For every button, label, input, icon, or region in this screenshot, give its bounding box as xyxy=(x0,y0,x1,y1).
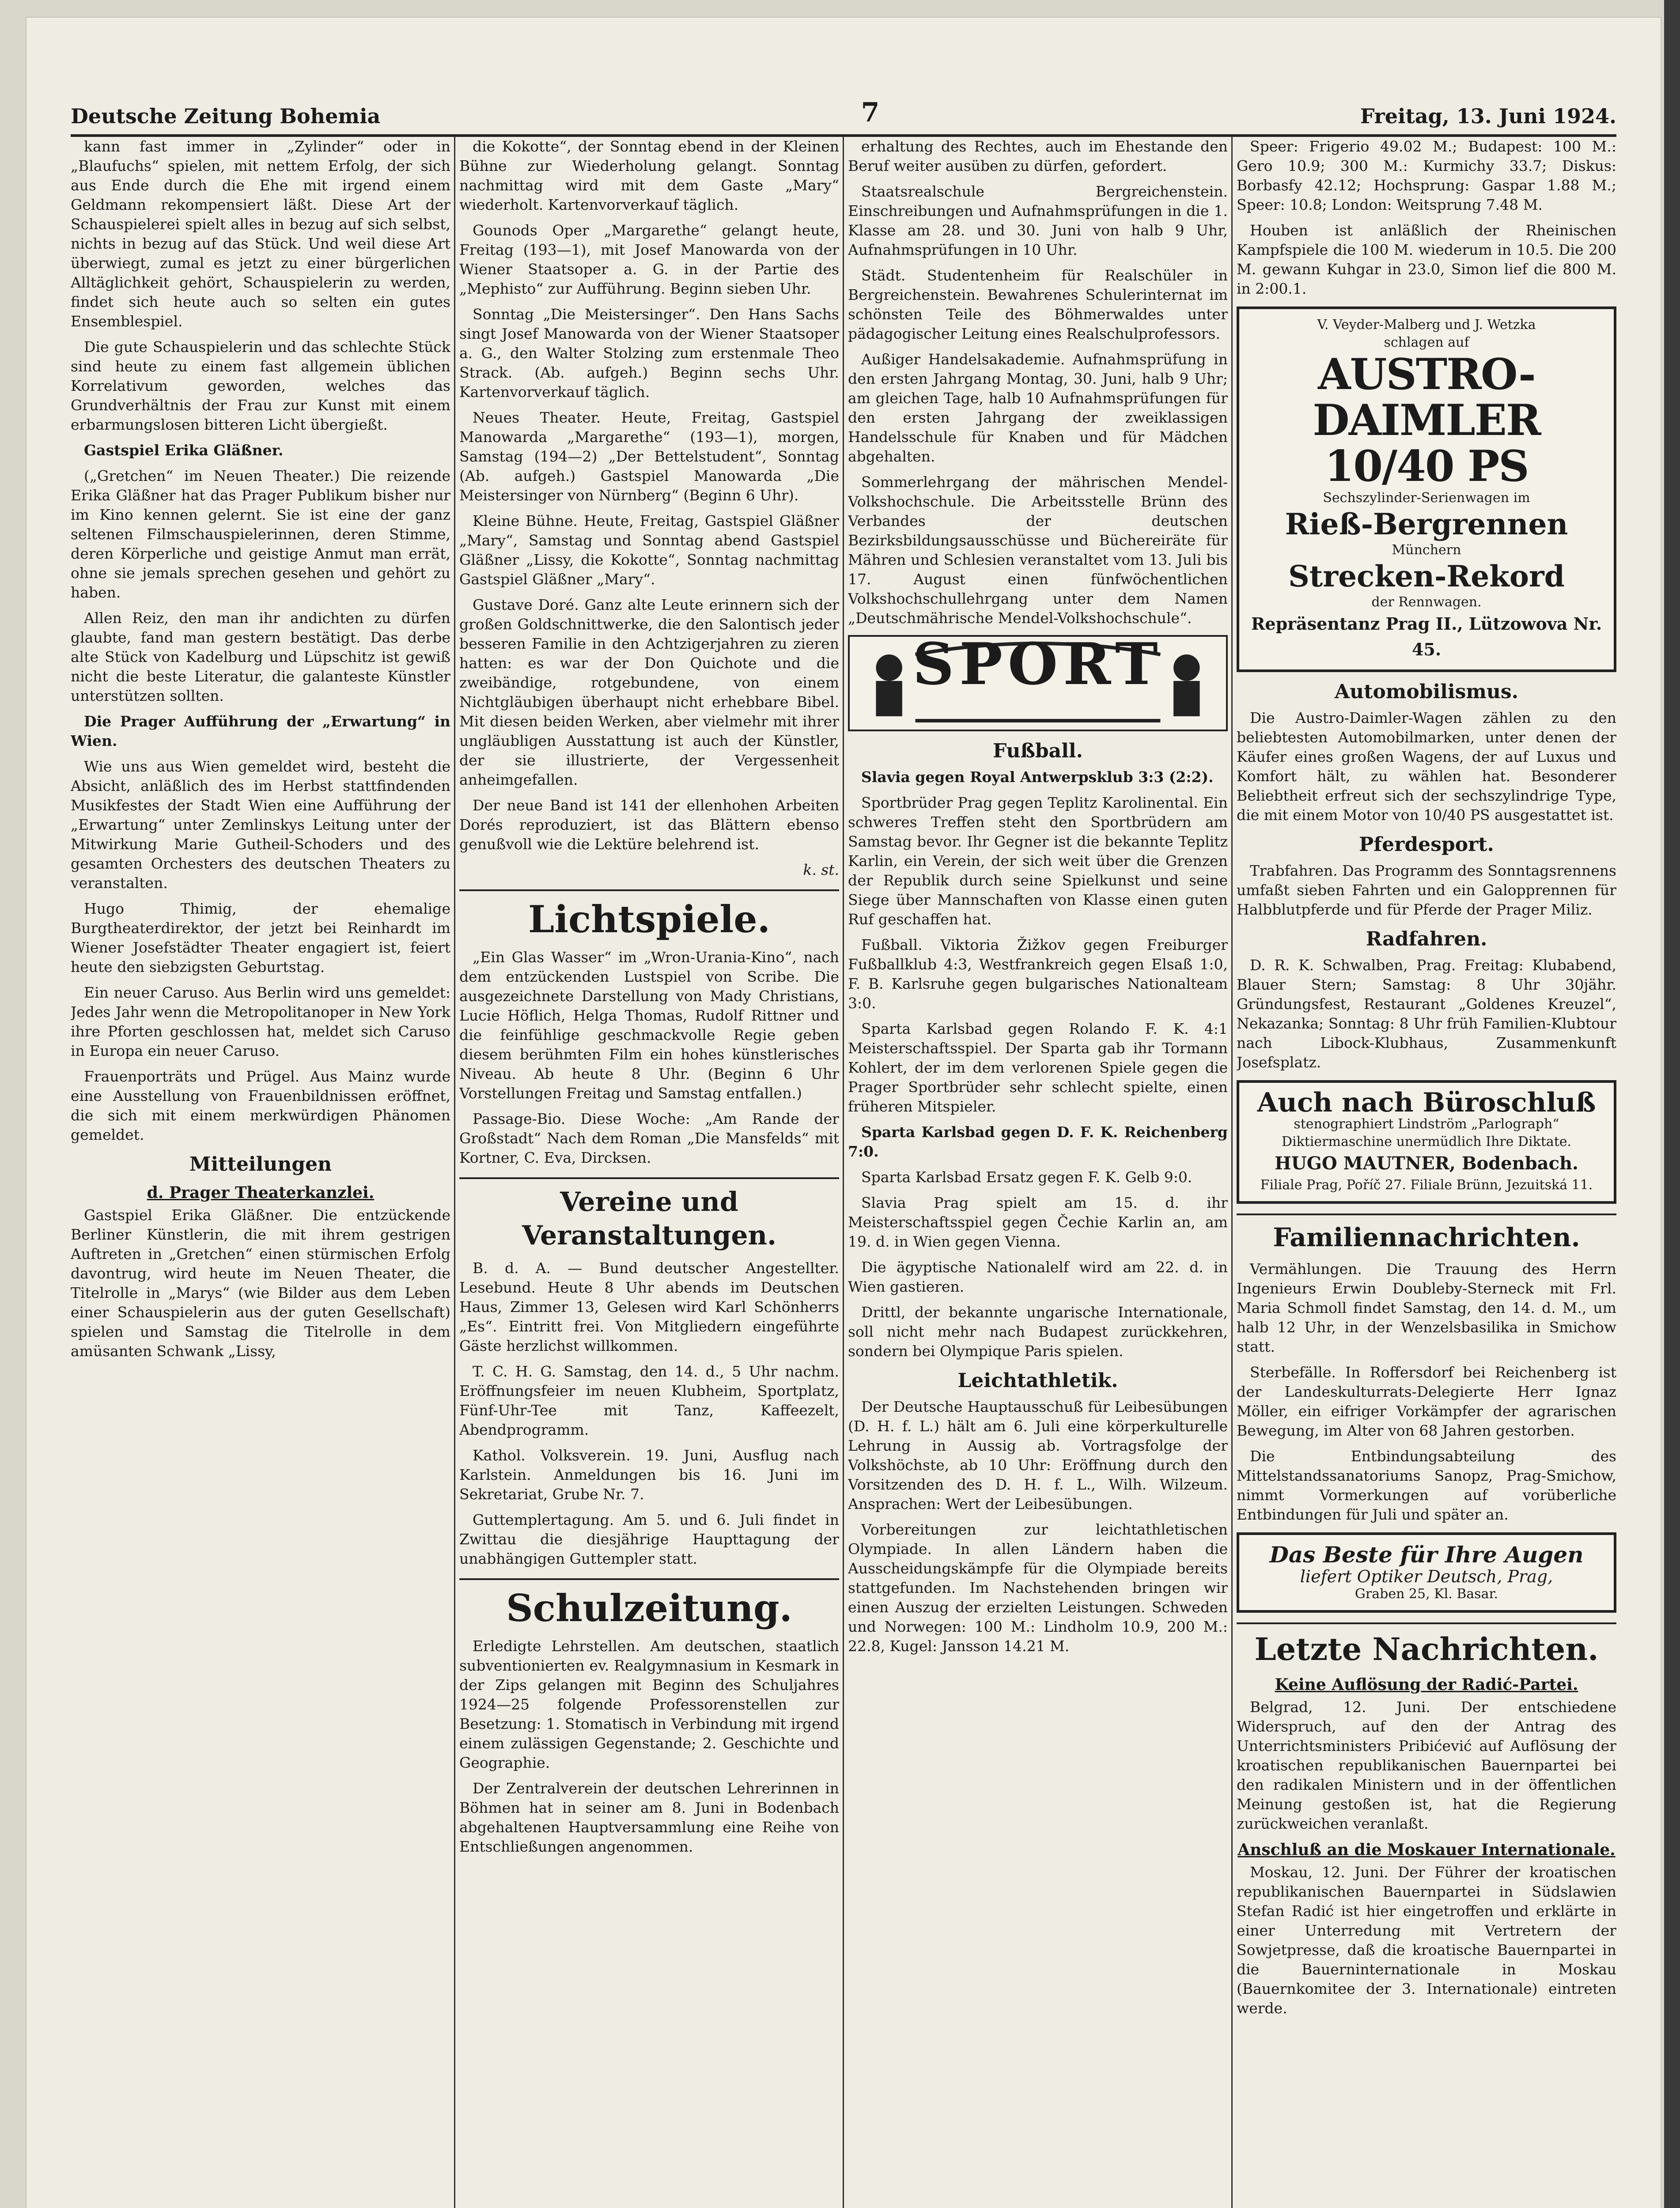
section-heading: Vereine und Veranstaltungen. xyxy=(459,1177,839,1252)
ad-line: stenographiert Lindström „Parlograph“ xyxy=(1294,1116,1559,1132)
ad-line: schlagen auf xyxy=(1384,335,1469,350)
article-paragraph: Sparta Karlsbad gegen Rolando F. K. 4:1 Meisterschaftsspiel. Der Sparta gab ihr Tormann Kohlert, der im dem verlorenen Spiele gegen die Prager Sportbrüder sehr schlecht spielte, einen früheren Mitspieler. xyxy=(848,1020,1228,1115)
article-paragraph: Gustave Doré. Ganz alte Leute erinnern sich der großen Goldschnittwerke, die den Salontisch jeder besseren Familie in den Achtzigerjahren zu zieren hatten: es war der Don Quichote und die zweibändige, rotgebundene, von einem Nichtgläubigen überhaupt nicht erhebbare Bibel. Mit diesen beiden Werken, aber vielmehr mit ihrer ungläubligen Ausstattung ist auch der Künstler, der sie illustrierte, der Vergessenheit anheimgefallen. xyxy=(459,596,839,788)
article-paragraph: Guttemplertagung. Am 5. und 6. Juli findet in Zwittau die diesjährige Haupttagung der unabhängigen Guttempler statt. xyxy=(459,1511,839,1567)
article-paragraph: die Kokotte“, der Sonntag ebend in der Kleinen Bühne zur Wiederholung gelangt. Sonntag nachmittag wird mit dem Gaste „Mary“ wiederholt. Kartenvorverkauf täglich. xyxy=(459,138,839,213)
article-paragraph: Ein neuer Caruso. Aus Berlin wird uns gemeldet: Jedes Jahr wenn die Metropolitanoper in New York ihre Pforten geschlossen hat, meldet sich Caruso in Europa ein neuer Caruso. xyxy=(71,984,450,1059)
article-paragraph: Houben ist anläßlich der Rheinischen Kampfspiele die 100 M. wiederum in 10.5. Die 200 M. gewann Kuhgar in 23.0, Simon lief die 800 M. in 2:00.1. xyxy=(1237,222,1616,297)
section-heading: Fußball. xyxy=(993,740,1083,762)
article-paragraph: Sonntag „Die Meistersinger“. Den Hans Sachs singt Josef Manowarda von der Wiener Staatsoper a. G., den Walter Stolzing zum erstenmale Theo Strack. (Ab. aufgeh.) Beginn sechs Uhr. Kartenvorverkauf täglich. xyxy=(459,306,839,401)
section-heading: Pferdesport. xyxy=(1359,833,1494,856)
column-rule xyxy=(843,137,844,2208)
ad-line: Filiale Prag, Poříč 27. Filiale Brünn, Jezuitská 11. xyxy=(1260,1177,1593,1193)
article-paragraph: Staatsrealschule Bergreichenstein. Einschreibungen und Aufnahmsprüfungen in die 1. Klasse am 28. und 30. Juni von halb 9 Uhr, Aufnahmsprüfungen in 10 Uhr. xyxy=(848,183,1228,258)
article-paragraph: kann fast immer in „Zylinder“ oder in „Blaufuchs“ spielen, mit nettem Erfolg, der sich aus Ende durch die Ehe mit irgend einem Geldmann rekompensiert läßt. Diese Art der Schauspielerei spielt alles in bezug auf sich selbst, nichts in bezug auf das Stück. Und weil diese Art überwiegt, zumal es jetzt zu einer bürgerlichen Alltäglichkeit gehört, Schauspielerin zu werden, findet sich heute auch so selten ein gutes Ensemblespiel. xyxy=(71,138,450,330)
article-paragraph: Gounods Oper „Margarethe“ gelangt heute, Freitag (193—1), mit Josef Manowarda von der Wiener Staatsoper a. G. in der Partie des „Mephisto“ zur Aufführung. Beginn sieben Uhr. xyxy=(459,222,839,297)
article-paragraph: Vermählungen. Die Trauung des Herrn Ingenieurs Erwin Doubleby-Sterneck mit Frl. Maria Schmoll findet Samstag, den 14. d. M., um halb 12 Uhr, in der Wenzelsbasilika in Smichow statt. xyxy=(1237,1260,1616,1355)
article-paragraph: Erledigte Lehrstellen. Am deutschen, staatlich subventionierten ev. Realgymnasium in Kesmark in der Zips gelangen mit Beginn des Schuljahres 1924—25 folgende Professorenstellen zur Besetzung: 1. Stomatisch in Verbindung mit irgend einem zulässigen Gegenstande; 2. Geschichte und Geographie. xyxy=(459,1637,839,1771)
parlograph-advertisement xyxy=(1237,1080,1616,1204)
section-heading: Mitteilungen xyxy=(189,1153,332,1176)
section-heading: Automobilismus. xyxy=(1334,681,1519,703)
section-heading: Radfahren. xyxy=(1366,928,1487,950)
article-paragraph: T. C. H. G. Samstag, den 14. d., 5 Uhr nachm. Eröffnungsfeier im neuen Klubheim, Sportplatz, Fünf-Uhr-Tee mit Tanz, Kaffeezelt, Abendprogramm. xyxy=(459,1363,839,1438)
ad-line: Graben 25, Kl. Basar. xyxy=(1355,1586,1498,1602)
article-paragraph: Gastspiel Erika Gläßner. Die entzückende Berliner Künstlerin, die mit ihrem gestrigen Auftreten in „Gretchen“ einen stürmischen Erfolg davontrug, wird heute im Neuen Theater, die Titelrolle in „Marys“ (wie Bilder aus dem Leben einer Schauspielerin aus der guten Gesellschaft) spielen und Samstag die Titelrolle in dem amüsanten Schwank „Lissy, xyxy=(71,1206,450,1360)
article-paragraph: Sterbefälle. In Roffersdorf bei Reichenberg ist der Landeskulturrats-Delegierte Herr Ignaz Möller, ein eifriger Vorkämpfer der agrarischen Bewegung, im Alter von 68 Jahren gestorben. xyxy=(1237,1364,1616,1439)
article-paragraph: Drittl, der bekannte ungarische Internationale, soll nicht mehr nach Budapest zurückkehren, sondern bei Olympique Paris spielen. xyxy=(848,1304,1228,1360)
article-paragraph: Hugo Thimig, der ehemalige Burgtheaterdirektor, der jetzt bei Reinhardt im Wiener Josefstädter Theater engagiert ist, feiert heute den siebzigsten Geburtstag. xyxy=(71,900,450,975)
ad-line: Diktiermaschine unermüdlich Ihre Diktate. xyxy=(1281,1134,1572,1149)
article-paragraph: Die gute Schauspielerin und das schlechte Stück sind heute zu einem fast allgemein üblichen Korrelativum geworden, welches das Grundverhältnis der Frau zur Kunst mit einem erbarmungslosen bitteren Licht übergießt. xyxy=(71,338,450,433)
article-paragraph: Speer: Frigerio 49.02 M.; Budapest: 100 M.: Gero 10.9; 300 M.: Kurmichy 33.7; Diskus: Borbasfy 42.12; Hochsprung: Gaspar 1.88 M.; Speer: 10.8; London: Weitsprung 7.48 M. xyxy=(1237,138,1616,213)
column-rule xyxy=(1231,137,1233,2208)
section-heading: Leichtathletik. xyxy=(957,1369,1118,1392)
ad-company: HUGO MAUTNER, Bodenbach. xyxy=(1275,1153,1578,1174)
issue-date: Freitag, 13. Juni 1924. xyxy=(1360,104,1616,128)
ad-line: Sechszylinder-Serienwagen im xyxy=(1323,490,1530,506)
article-paragraph: Die ägyptische Nationalelf wird am 22. d. in Wien gastieren. xyxy=(848,1259,1228,1295)
article-paragraph: „Ein Glas Wasser“ im „Wron-Urania-Kino“, nach dem entzückenden Lustspiel von Scribe. Die ausgezeichnete Darstellung von Mady Christians, Lucie Höflich, Helga Thomas, Rudolf Rittner und die feinfühlige geschmackvolle Regie geben diesem berühmten Film ein hohes künstlerisches Niveau. Ab heute 8 Uhr. (Beginn 6 Uhr Vorstellungen Freitag und Samstag entfallen.) xyxy=(459,949,839,1102)
article-paragraph: Slavia Prag spielt am 15. d. ihr Meisterschaftsspiel gegen Čechie Karlin an, am 19. d. in Wien gegen Vienna. xyxy=(848,1194,1228,1250)
article-paragraph: Städt. Studentenheim für Realschüler in Bergreichenstein. Bewahrenes Schulerinternat im schönsten Teile des Böhmerwaldes unter pädagogischer Leitung eines Realschulprofessors. xyxy=(848,267,1228,342)
article-paragraph: B. d. A. — Bund deutscher Angestellter. Lesebund. Heute 8 Uhr abends im Deutschen Haus, Zimmer 13, Gelesen wird Karl Schönherrs „Es“. Eintritt frei. Von Mitgliedern eingeführte Gäste herzlichst willkommen. xyxy=(459,1259,839,1354)
section-heading: Familiennachrichten. xyxy=(1237,1214,1616,1253)
ad-line: liefert Optiker Deutsch, Prag, xyxy=(1300,1567,1553,1586)
article-paragraph: Passage-Bio. Diese Woche: „Am Rande der Großstadt“ Nach dem Roman „Die Mansfelds“ mit Kortner, C. Eva, Dircksen. xyxy=(459,1110,839,1166)
ad-line: Münchern xyxy=(1392,542,1461,558)
article-paragraph: D. R. K. Schwalben, Prag. Freitag: Klubabend, Blauer Stern; Samstag: 8 Uhr 30jähr. Gründungsfest, Restaurant „Goldenes Kreuzel“, Nekazanka; Sonntag: 8 Uhr früh Familien-Klubtour nach Libock-Klubhaus, Zusammenkunft Josefsplatz. xyxy=(1237,957,1616,1071)
section-subheading: Anschluß an die Moskauer Internationale. xyxy=(1237,1841,1616,1859)
page-header xyxy=(71,88,1616,137)
austro-daimler-advertisement xyxy=(1237,306,1616,672)
page-number: 7 xyxy=(861,97,880,128)
optiker-advertisement xyxy=(1237,1532,1616,1613)
article-paragraph: Sportbrüder Prag gegen Teplitz Karolinental. Ein schweres Treffen steht den Sportbrüdern am Samstag bevor. Ihr Gegner ist die bekannte Teplitz Karlin, ein Verein, der sich weit über die Grenzen der Republik durch seine Spielkunst und seine Siege über Mannschaften von Klasse einen guten Ruf geschaffen hat. xyxy=(848,794,1228,928)
article-paragraph: Belgrad, 12. Juni. Der entschiedene Widerspruch, auf den der Antrag des Unterrichtsministers Pribićević auf Auflösung der kroatischen republikanischen Bauernpartei bei den radikalen Ministern und in der öffentlichen Meinung gestoßen ist, hat die Regierung zurückweichen veranlaßt. xyxy=(1237,1698,1616,1832)
article-paragraph: („Gretchen“ im Neuen Theater.) Die reizende Erika Gläßner hat das Prager Publikum bisher nur im Kino kennen gelernt. Sie ist eine der ganz seltenen Filmschauspielerinnen, deren Stimme, deren Körperliche und geistige Anmut man errät, ohne sie jemals sprechen gesehen und gehört zu haben. xyxy=(71,467,450,601)
column-2 xyxy=(459,137,839,2208)
section-keyword: Die Prager Aufführung der „Erwartung“ in Wien. xyxy=(71,713,450,749)
ad-line: der Rennwagen. xyxy=(1371,594,1482,610)
ad-event: Rieß-Bergrennen xyxy=(1285,507,1568,541)
article-paragraph: Allen Reiz, den man ihr andichten zu dürfen glaubte, fand man gestern bestätigt. Das derbe alte Stück von Kadelburg und Lüpschitz ist gewiß nicht die beste Literatur, die galanteste Künstler unterstützen sollten. xyxy=(71,609,450,704)
ad-address: Repräsentanz Prag II., Lützowova Nr. 45. xyxy=(1251,614,1602,659)
ad-line: V. Veyder-Malberg und J. Wetzka xyxy=(1317,317,1536,333)
sport-section-logo xyxy=(848,635,1228,731)
article-paragraph: Außiger Handelsakademie. Aufnahmsprüfung in den ersten Jahrgang Montag, 30. Juni, halb 9 Uhr; am gleichen Tage, halb 10 Aufnahmsprüfungen für den ersten Jahrgang der zweiklassigen Handelsschule für Knaben und für Mädchen abgehalten. xyxy=(848,351,1228,465)
article-paragraph: Frauenporträts und Prügel. Aus Mainz wurde eine Ausstellung von Frauenbildnissen eröffnet, die sich mit einem merkwürdigen Phänomen gemeldet. xyxy=(71,1068,450,1143)
article-paragraph: Sparta Karlsbad gegen D. F. K. Reichenberg 7:0. xyxy=(848,1123,1228,1160)
article-paragraph: Moskau, 12. Juni. Der Führer der kroatischen republikanischen Bauernpartei in Südslawien Stefan Radić ist hier eingetroffen und erklärte in einer Unterredung mit Vertretern der Sowjetpresse, daß die kroatische Bauernpartei in die Bauerninternationale in Moskau (Bauernkomitee der 3. Internationale) eintreten werde. xyxy=(1237,1864,1616,2017)
ad-headline: Auch nach Büroschluß xyxy=(1257,1087,1596,1118)
ad-record: Strecken-Rekord xyxy=(1288,559,1565,594)
column-1 xyxy=(71,137,450,2208)
article-paragraph: Der Deutsche Hauptausschuß für Leibesübungen (D. H. f. L.) hält am 6. Juli eine körperkulturelle Lehrung in Aussig ab. Vortragsfolge der Volkshöchste, ab 10 Uhr: Eröffnung durch den Vorsitzenden des D. H. f. L., Wilh. Wilzeum. Ansprachen: Wert der Leibesübungen. xyxy=(848,1398,1228,1512)
section-heading: Letzte Nachrichten. xyxy=(1237,1622,1616,1668)
article-paragraph: Die Austro-Daimler-Wagen zählen zu den beliebtesten Automobilmarken, unter denen der Käufer eines großen Wagens, der auf Luxus und Komfort hält, zu wählen hat. Besonderer Beliebtheit erfreut sich der sechszylindrige Type, die mit einem Motor von 10/40 PS ausgestattet ist. xyxy=(1237,709,1616,824)
article-paragraph: Kleine Bühne. Heute, Freitag, Gastspiel Gläßner „Mary“, Samstag und Sonntag abend Gastspiel Gläßner „Lissy, die Kokotte“, Sonntag nachmittag Gastspiel Gläßner „Mary“. xyxy=(459,512,839,588)
ad-headline: Das Beste für Ihre Augen xyxy=(1269,1542,1584,1568)
column-rule xyxy=(454,137,455,2208)
article-paragraph: Der Zentralverein der deutschen Lehrerinnen in Böhmen hat in seiner am 8. Juni in Bodenbach abgehaltenen Hauptversammlung eine Reihe von Entschließungen angenommen. xyxy=(459,1780,839,1855)
section-heading: Lichtspiele. xyxy=(459,889,839,941)
sport-word: SPORT xyxy=(912,635,1163,698)
article-paragraph: Slavia gegen Royal Antwerpsklub 3:3 (2:2). xyxy=(861,768,1214,786)
newspaper-title: Deutsche Zeitung Bohemia xyxy=(71,104,381,128)
article-paragraph: erhaltung des Rechtes, auch im Ehestande den Beruf weiter ausüben zu dürfen, gefordert. xyxy=(848,138,1228,174)
author-signature: k. st. xyxy=(803,861,839,878)
article-paragraph: Trabfahren. Das Programm des Sonntagsrennens umfaßt sieben Fahrten und ein Galopprennen für Halbblutpferde und für Pferde der Prager Miliz. xyxy=(1237,862,1616,918)
scanner-edge xyxy=(1664,0,1680,2208)
section-subheading: d. Prager Theaterkanzlei. xyxy=(147,1183,375,1202)
ad-brand: AUSTRO-DAIMLER 10/40 PS xyxy=(1313,349,1540,491)
section-subheading: Keine Auflösung der Radić-Partei. xyxy=(1275,1675,1578,1694)
article-paragraph: Neues Theater. Heute, Freitag, Gastspiel Manowarda „Margarethe“ (193—1), morgen, Samstag (194—2) „Der Bettelstudent“, Sonntag (Ab. aufgeh.) Gastspiel Manowarda „Die Meistersinger von Nürnberg“ (Beginn 6 Uhr). xyxy=(459,409,839,504)
columns-area xyxy=(71,137,1616,2208)
column-3 xyxy=(848,137,1228,2208)
article-paragraph: Der neue Band ist 141 der ellenhohen Arbeiten Dorés reproduziert, ist das Blättern ebenso genußvoll wie die Lektüre belehrend ist. xyxy=(459,797,839,853)
article-paragraph: Sparta Karlsbad Ersatz gegen F. K. Gelb 9:0. xyxy=(861,1168,1192,1186)
article-paragraph: Wie uns aus Wien gemeldet wird, besteht die Absicht, anläßlich des im Herbst stattfindenden Musikfestes der Stadt Wien eine Aufführung der „Erwartung“ unter Zemlinskys Leitung unter der Mitwirkung Marie Gutheil-Schoders und des gesamten Orchesters des deutschen Theaters zu veranstalten. xyxy=(71,758,450,892)
article-paragraph: Die Entbindungsabteilung des Mittelstandssanatoriums Sanopz, Prag-Smichow, nimmt Vormerkungen auf vorüberliche Entbindungen für Juli und später an. xyxy=(1237,1448,1616,1523)
column-4 xyxy=(1237,137,1616,2208)
article-paragraph: Kathol. Volksverein. 19. Juni, Ausflug nach Karlstein. Anmeldungen bis 16. Juni im Sekretariat, Grube Nr. 7. xyxy=(459,1447,839,1503)
article-paragraph: Vorbereitungen zur leichtathletischen Olympiade. In allen Ländern haben die Ausscheidungskämpfe für die Olympiade bereits stattgefunden. Im Nachstehenden bringen wir einen Auszug der erzielten Leistungen. Schweden und Norwegen: 100 M.: Lindholm 10.9, 200 M.: 22.8, Kugel: Jansson 14.21 M. xyxy=(848,1521,1228,1655)
section-keyword: Gastspiel Erika Gläßner. xyxy=(84,442,284,459)
article-paragraph: Fußball. Viktoria Žižkov gegen Freiburger Fußballklub 4:3, Westfrankreich gegen Elsaß 1:0, F. B. Karlsruhe gegen bulgarisches Nationalteam 3:0. xyxy=(848,936,1228,1012)
section-heading: Schulzeitung. xyxy=(459,1578,839,1630)
newspaper-page xyxy=(26,18,1661,2208)
article-paragraph: Sommerlehrgang der mährischen Mendel-Volkshochschule. Die Arbeitsstelle Brünn des Verbandes der deutschen Bezirksbildungsausschüsse und Büchereiräte für Mähren und Schlesien veranstaltet vom 13. Juli bis 17. August einen fünfwöchentlichen Volkshochschullehrgang unter dem Namen „Deutschmährische Mendel-Volkshochschule“. xyxy=(848,473,1228,627)
